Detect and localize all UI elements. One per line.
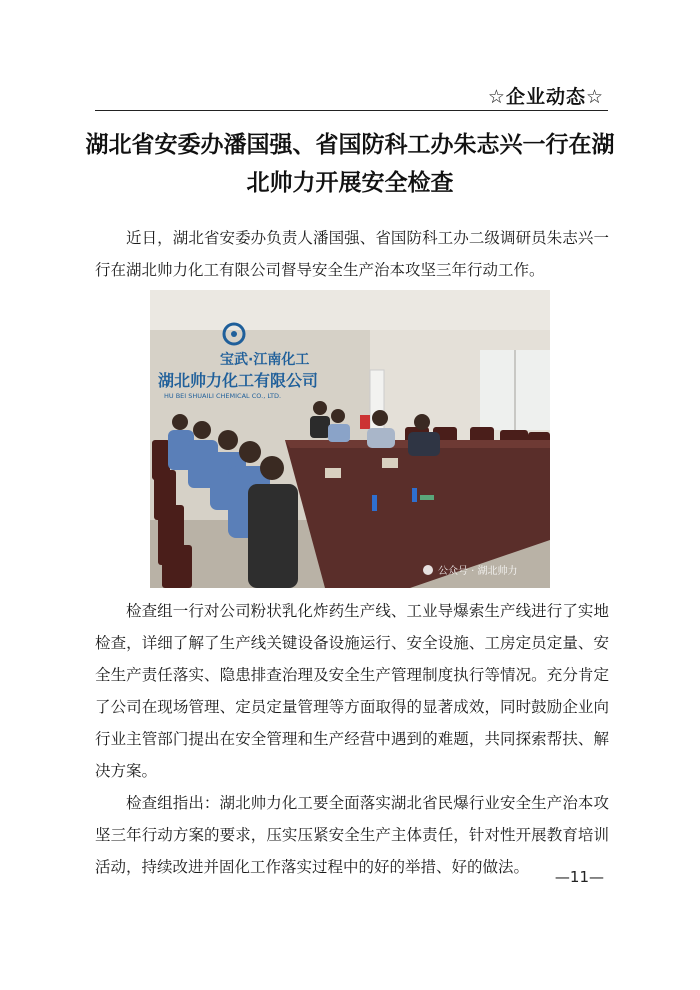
paragraph-inspection: 检查组一行对公司粉状乳化炸药生产线、工业导爆索生产线进行了实地检查，详细了解了生产线关键设备设施运行、安全设施、工房定员定量、安全生产责任落实、隐患排查治理及安全生产管理制度执行等情况。充分肯定了公司在现场管理、定员定量管理等方面取得的显著成效，同时鼓励企业向行业主管部门提出在安全管理和生产经营中遇到的难题，共同探索帮扶、解决方案。	[95, 602, 609, 780]
wall-sign-line3: HU BEI SHUAILI CHEMICAL CO., LTD.	[164, 392, 282, 400]
page-number: —11—	[554, 868, 604, 886]
paragraph-intro: 近日，湖北省安委办负责人潘国强、省国防科工办二级调研员朱志兴一行在湖北帅力化工有限公司督导安全生产治本攻坚三年行动工作。	[95, 229, 609, 279]
paragraph-conclusion: 检查组指出：湖北帅力化工要全面落实湖北省民爆行业安全生产治本攻坚三年行动方案的要求，压实压紧安全生产主体责任，针对性开展教育培训活动，持续改进并固化工作落实过程中的好的举措、好的做法。	[95, 794, 609, 876]
meeting-photo	[150, 290, 550, 588]
article-title: 湖北省安委办潘国强、省国防科工办朱志兴一行在湖北帅力开展安全检查	[85, 132, 615, 196]
wall-sign-line2: 湖北帅力化工有限公司	[158, 371, 319, 390]
photo-watermark: 公众号 · 湖北帅力	[438, 566, 518, 577]
header-rule	[95, 110, 608, 111]
wall-sign-line1: 宝武·江南化工	[220, 352, 310, 368]
section-tag: ☆企业动态☆	[487, 86, 604, 108]
